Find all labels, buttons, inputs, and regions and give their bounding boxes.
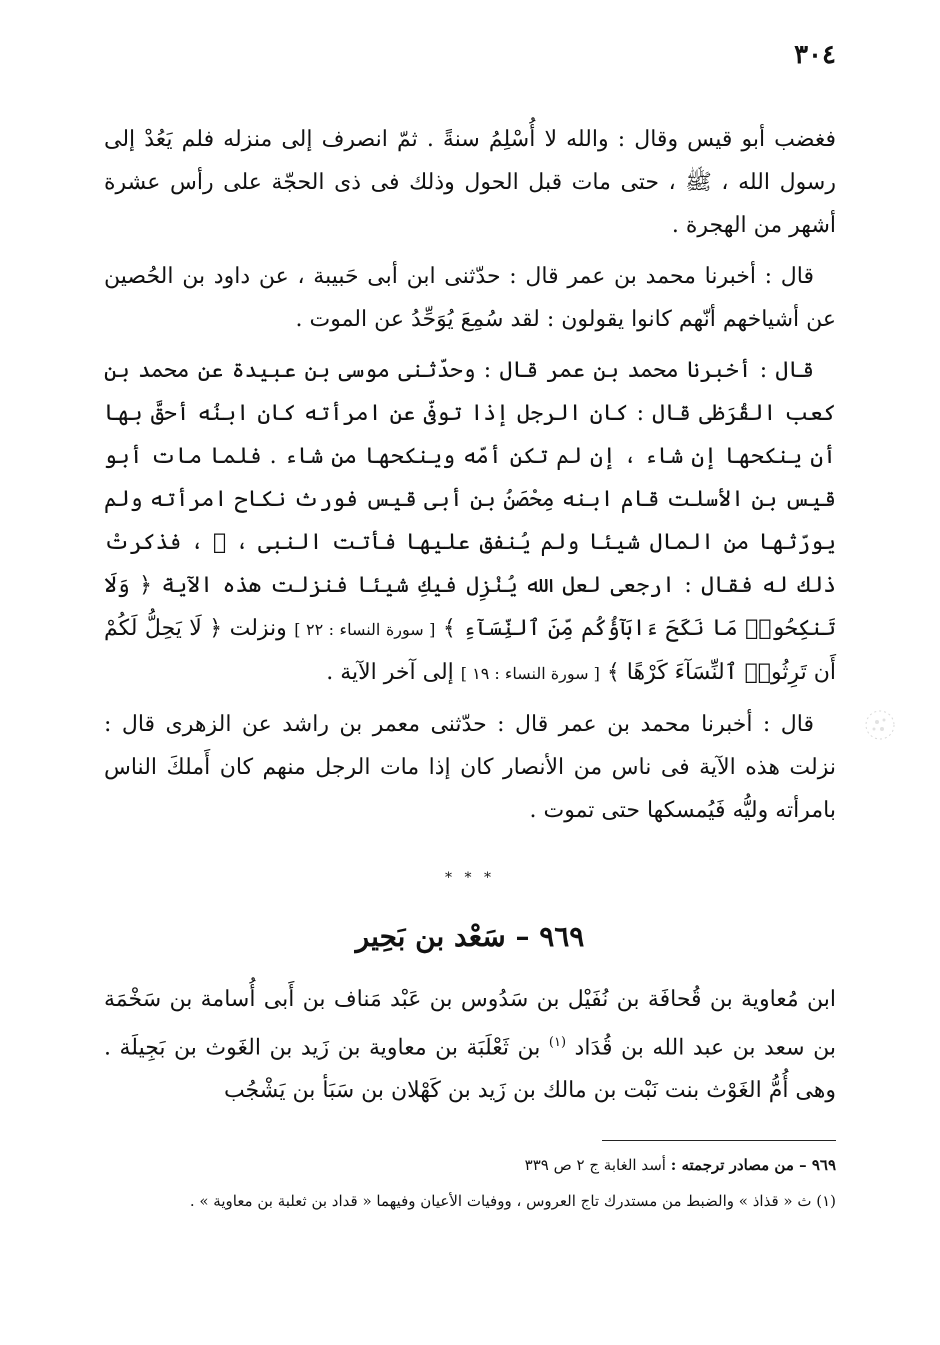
biography-text-start: ابن مُعاوية بن قُحافَة بن نُفَيْل بن سَدُوس بن عَبْد مَناف بن أَبى أُسامة بن سَخْمَة بن سعد بن عبد الله بن قُدَاد — [104, 987, 836, 1061]
paragraph-2: قال : أخبرنا محمد بن عمر قال : حدّثنى ابن أبى حَبيبة ، عن داود بن الحُصين عن أشياخهم أنّهم كانوا يقولون : لقد سُمِعَ يُوَحِّدُ عن الموت . — [104, 264, 836, 332]
paragraph-3-end: إلى آخر الآية . — [326, 660, 454, 685]
verse-reference-1: [ سورة النساء : ٢٢ ] — [294, 620, 436, 639]
section-separator: * * * — [445, 870, 495, 886]
paragraph-4: قال : أخبرنا محمد بن عمر قال : حدّثنى معمر بن راشد عن الزهرى قال : نزلت هذه الآية فى ناس من الأنصار كان إذا مات الرجل منهم كان أَملكَ الناس بامرأته وليُّه فَيُمسكها حتى تموت . — [104, 712, 836, 823]
quran-verse-2: ﴿ لَا يَحِلُّ لَكُمْ أَن تَرِثُوا۟ ٱلنِّسَآءَ كَرْهًا ﴾ — [104, 616, 836, 685]
footnote-marker: (١) — [548, 1035, 567, 1050]
main-text — [104, 118, 836, 840]
paragraph-1: فغضب أبو قيس وقال : والله لا أُسْلِمُ سنةً . ثمّ انصرف إلى منزله فلم يَعُدْ إلى رسول الله ، ﷺ ، حتى مات قبل الحول وذلك فى ذى الحجّة على رأس عشرة أشهر من الهجرة . — [104, 127, 836, 238]
paragraph-3-mid: ونزلت — [229, 616, 287, 641]
footnote-source — [104, 1150, 836, 1180]
quran-verse-1: ﴿ وَلَا تَنكِحُوا۟ مَا نَكَحَ ءَابَآؤُكُم مِّنَ ٱلنِّسَآءِ ﴾ — [104, 573, 836, 641]
biography-heading: ٩٦٩ – سَعْد بن بَحِير — [355, 920, 585, 953]
paragraph-3-text: قال : أخبرنا محمد بن عمر قال : وحدّثنى موسى بن عبيدة عن محمد بن كعب القُرَظى قال : كان الرجل إذا توفّى عن امرأته كان ابنُه أحقَّ بها أن ينكحها إن شاء ، إن لم تكن أمّه وينكحها من شاء . فلما مات أبو قيس بن الأسلت قام ابنه مِحْصَنُ بن أبى قيس فورث نكاح امرأته ولم يورّثها من المال شيئا ولم يُنفق عليها فأتت النبى ، ﷺ ، فذكرتْ ذلك له فقال : ارجعى لعل الله يُنْزِل فيكِ شيئا فنزلت هذه الآية — [104, 358, 837, 598]
footnote-source-label: ٩٦٩ – من مصادر ترجمته : — [670, 1156, 836, 1174]
footnote-1: (١) ث « قذاذ » والضبط من مستدرك تاج العروس ، ووفيات الأعيان وفيهما « قداد بن ثعلبة بن معاوية » . — [189, 1192, 836, 1210]
footnote-source-text: أسد الغابة ج ٢ ص ٣٣٩ — [524, 1156, 666, 1174]
footnote-divider — [602, 1140, 836, 1141]
biography-text — [104, 978, 836, 1112]
paragraph-3 — [104, 349, 836, 695]
biography-text-end: بن ثَعْلَبَة بن معاوية بن زَيد بن الغَوث بن بَجِيلَة . وهى أُمُّ الغَوْث بنت نَبْت بن مالك بن زَيد بن كَهْلان بن سَبَأ بن يَشْجُب — [104, 1035, 836, 1104]
paper-stain-mark — [857, 702, 903, 748]
verse-reference-2: [ سورة النساء : ١٩ ] — [460, 664, 600, 683]
page-number: ٣٠٤ — [794, 40, 836, 70]
footnotes — [104, 1150, 836, 1222]
